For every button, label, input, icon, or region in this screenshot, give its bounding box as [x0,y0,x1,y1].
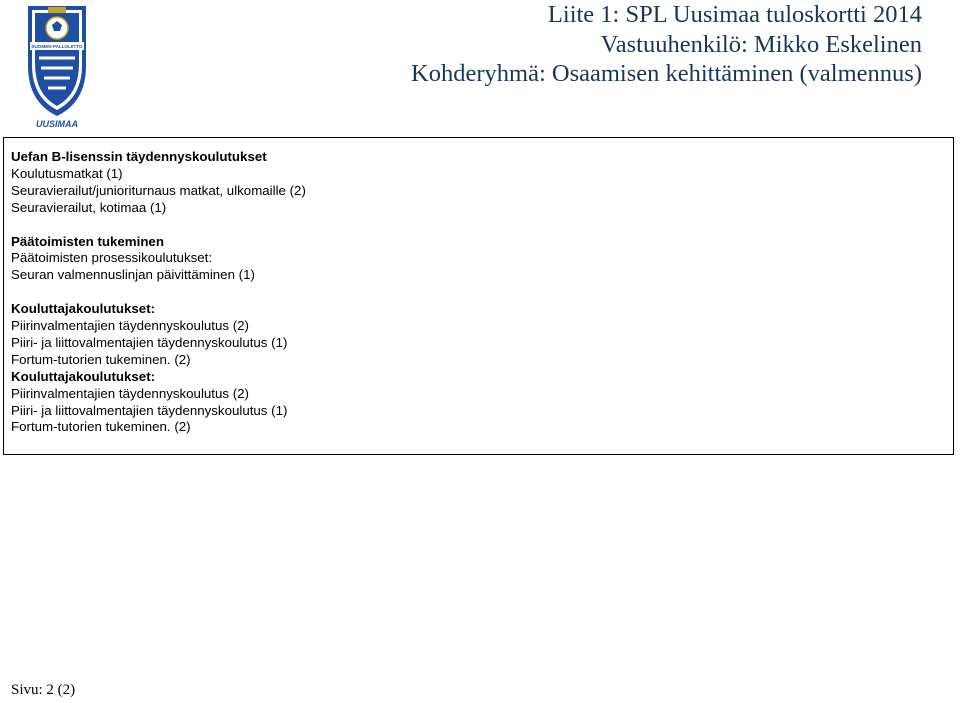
list-item: Seuran valmennuslinjan päivittäminen (1) [11,267,255,283]
section-heading-paatoimisten: Päätoimisten tukeminen [11,233,164,249]
list-item: Seuravierailut/junioriturnaus matkat, ulkomaille (2) [11,182,306,198]
list-item: Piiri- ja liittovalmentajien täydennyskoulutus (1) [11,334,288,350]
logo-region-text: UUSIMAA [36,119,78,129]
logo-lion-crown [48,7,66,13]
list-item: Fortum-tutorien tukeminen. (2) [11,419,191,435]
spacer [11,217,306,234]
list-item: Koulutusmatkat (1) [11,165,123,181]
section-heading-uefa: Uefan B-lisenssin täydennyskoulutukset [11,149,267,164]
list-item: Piiri- ja liittovalmentajien täydennyskoulutus (1) [11,402,288,418]
section-heading-kouluttaja: Kouluttajakoulutukset: [11,301,156,317]
content-text [11,149,306,436]
list-item: Piirinvalmentajien täydennyskoulutus (2) [11,318,249,334]
header-target-group: Kohderyhmä: Osaamisen kehittäminen (valmennus) [411,60,922,87]
logo-banner-text: SUOMEN PALLOLIITTO [31,44,83,49]
content-box [3,137,954,455]
document-header [411,0,922,89]
section-heading-kouluttaja: Kouluttajakoulutukset: [11,368,156,384]
list-item: Piirinvalmentajien täydennyskoulutus (2) [11,385,249,401]
list-item: Seuravierailut, kotimaa (1) [11,199,167,215]
list-item: Fortum-tutorien tukeminen. (2) [11,351,191,367]
spacer [11,284,306,301]
page-number: Sivu: 2 (2) [11,682,76,698]
suomen-palloliitto-uusimaa-logo [26,2,88,130]
list-item: Päätoimisten prosessikoulutukset: [11,250,213,266]
header-title: Liite 1: SPL Uusimaa tuloskortti 2014 [547,1,922,28]
header-responsible-person: Vastuuhenkilö: Mikko Eskelinen [600,30,922,58]
